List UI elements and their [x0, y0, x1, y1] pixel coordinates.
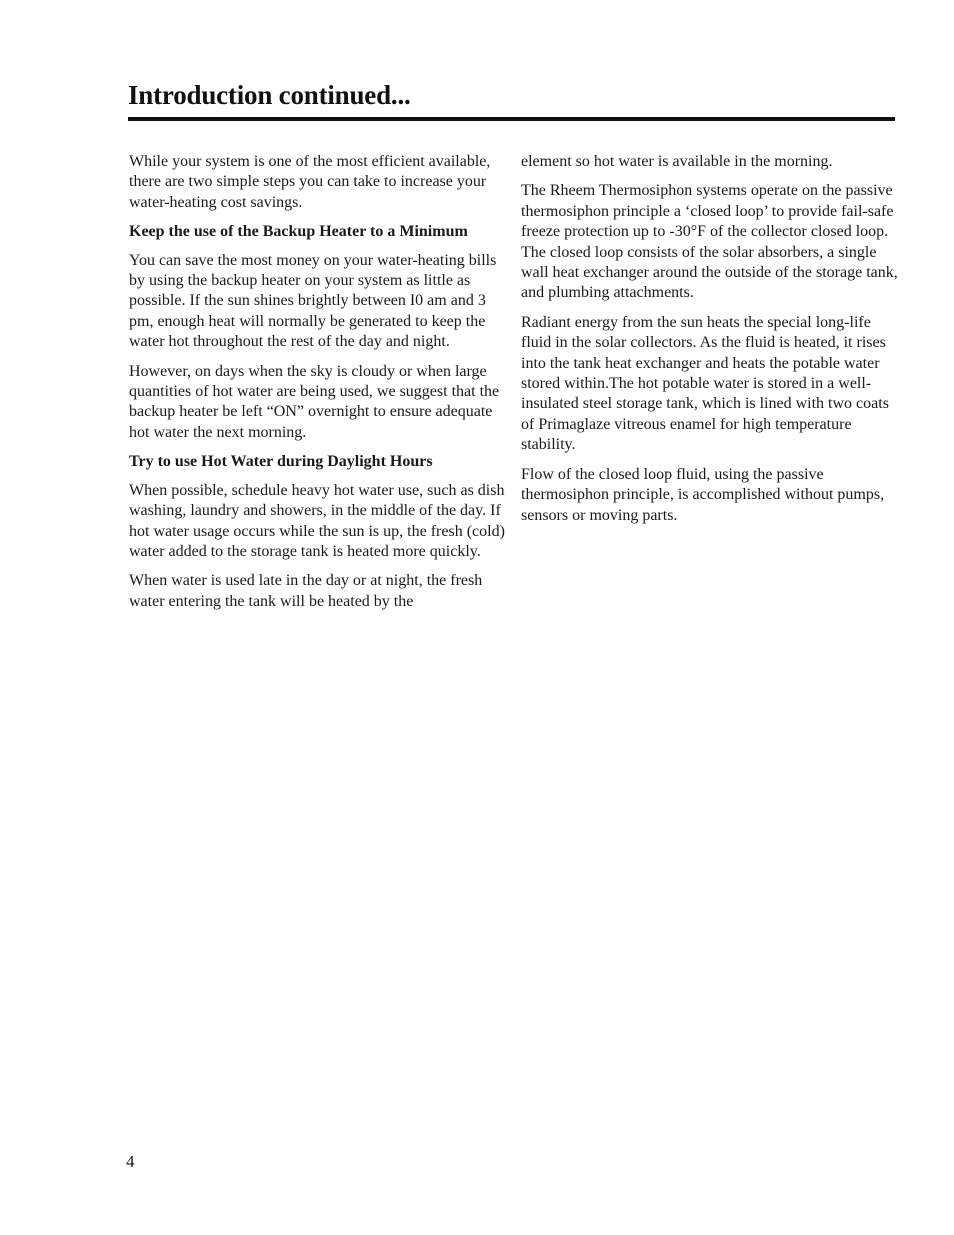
radiant-energy-paragraph: Radiant energy from the sun heats the special long-life fluid in the solar collectors. As the fluid is heated, it rises into the tank heat exchanger and heats the potable water stored within.The hot potable water is stored in a well-insulated steel storage tank, which is lined with two coats of Primaglaze vitreous enamel for high temperature stability. — [521, 313, 889, 454]
subhead-backup-heater: Keep the use of the Backup Heater to a Minimum — [129, 223, 468, 241]
thermosiphon-paragraph: The Rheem Thermosiphon systems operate on the passive thermosiphon principle a ‘closed loop’ to provide fail-safe freeze protection up to -30°F of the collector closed loop. The closed loop consists of the solar absorbers, a single wall heat exchanger around the outside of the storage tank, and plumbing attachments. — [521, 182, 898, 302]
subhead-daylight-hours: Try to use Hot Water during Daylight Hours — [129, 453, 433, 471]
late-usage-paragraph: When water is used late in the day or at night, the fresh water entering the tank will be heated by the — [129, 572, 483, 610]
backup-heater-paragraph: You can save the most money on your water-heating bills by using the backup heater on your system as little as possible. If the sun shines brightly between I0 am and 3 pm, enough heat will normally be generated to keep the water hot throughout the rest of the day and night. — [129, 251, 497, 351]
page-title: Introduction continued... — [128, 80, 411, 110]
cloudy-days-paragraph: However, on days when the sky is cloudy or when large quantities of hot water are being used, we suggest that the backup heater be left “ON” overnight to ensure adequate hot water the next morning. — [129, 362, 500, 441]
intro-paragraph: While your system is one of the most efficient available, there are two simple steps you can take to increase your water-heating cost savings. — [129, 153, 491, 211]
left-column — [129, 152, 507, 621]
closed-loop-flow-paragraph: Flow of the closed loop fluid, using the passive thermosiphon principle, is accomplished without pumps, sensors or moving parts. — [521, 465, 885, 524]
element-continued-paragraph: element so hot water is available in the morning. — [521, 153, 833, 170]
right-column — [521, 152, 899, 535]
daylight-usage-paragraph: When possible, schedule heavy hot water use, such as dish washing, laundry and showers, in the middle of the day. If hot water usage occurs while the sun is up, the fresh (cold) water added to the storage tank is heated more quickly. — [129, 481, 505, 560]
page-number: 4 — [126, 1152, 135, 1171]
title-rule — [128, 117, 895, 121]
